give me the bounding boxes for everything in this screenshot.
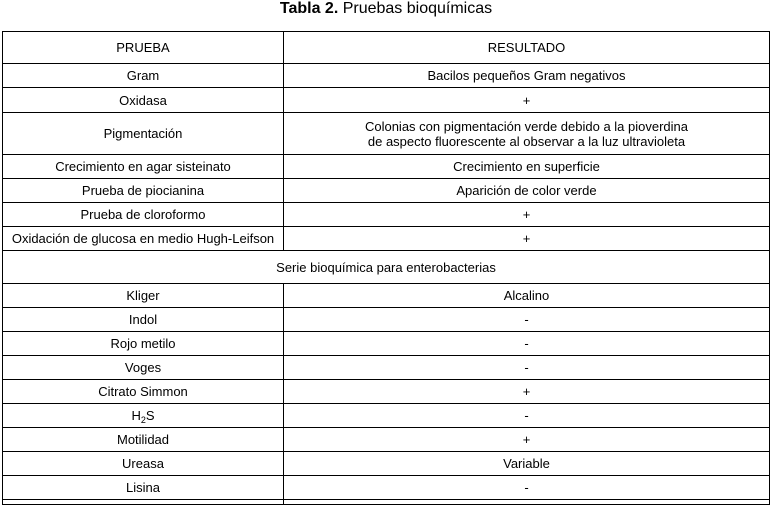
prueba-cell: Prueba de cloroformo [3, 203, 284, 227]
resultado-cell: Variable [284, 452, 770, 476]
formula-subscript: 2 [140, 415, 146, 425]
table-row [3, 428, 770, 452]
table-row [3, 155, 770, 179]
table-row [3, 404, 770, 428]
resultado-cell: + [284, 428, 770, 452]
prueba-cell [3, 404, 284, 428]
prueba-cell: Oxidasa [3, 88, 284, 113]
prueba-cell: Ureasa [3, 452, 284, 476]
prueba-cell: Pigmentación [3, 113, 284, 155]
resultado-cell: - [284, 308, 770, 332]
table-row [3, 64, 770, 88]
header-row [3, 32, 770, 64]
biochemical-tests-table [2, 31, 770, 505]
resultado-cell: - [284, 356, 770, 380]
resultado-cell: Aparición de color verde [284, 179, 770, 203]
prueba-cell: Crecimiento en agar sisteinato [3, 155, 284, 179]
header-prueba: PRUEBA [3, 32, 284, 64]
prueba-cell: Kliger [3, 284, 284, 308]
resultado-cell: Crecimiento en superficie [284, 155, 770, 179]
table-title-text: Pruebas bioquímicas [338, 0, 493, 17]
prueba-cell: Gram [3, 64, 284, 88]
table-row [3, 179, 770, 203]
table-row [3, 308, 770, 332]
prueba-cell: Prueba de piocianina [3, 179, 284, 203]
resultado-cell: - [284, 404, 770, 428]
formula-s: S [145, 408, 155, 423]
prueba-cell: Citrato Simmon [3, 380, 284, 404]
prueba-cell: Indol [3, 308, 284, 332]
table-title-label: Tabla 2. [279, 0, 339, 17]
table-row [3, 380, 770, 404]
resultado-cell: Bacilos pequeños Gram negativos [284, 64, 770, 88]
formula-h: H [131, 408, 141, 423]
table-title [0, 0, 772, 18]
section-heading: Serie bioquímica para enterobacterias [3, 251, 770, 284]
resultado-cell: + [284, 203, 770, 227]
resultado-cell: + [284, 380, 770, 404]
table-row [3, 113, 770, 155]
prueba-cell: Rojo metilo [3, 332, 284, 356]
resultado-cell: Colonias con pigmentación verde debido a la pioverdina de aspecto fluorescente al observar a la luz ultravioleta [284, 113, 770, 155]
prueba-cell: Voges [3, 356, 284, 380]
section-row [3, 251, 770, 284]
table-row [3, 452, 770, 476]
table-row [3, 88, 770, 113]
prueba-cell: Motilidad [3, 428, 284, 452]
resultado-cell: - [284, 476, 770, 500]
table-row [3, 476, 770, 500]
prueba-cell: Oxidación de glucosa en medio Hugh-Leifson [3, 227, 284, 251]
table-tail-row [3, 500, 770, 505]
table-row [3, 227, 770, 251]
resultado-cell: Alcalino [284, 284, 770, 308]
table-row [3, 356, 770, 380]
table-row [3, 332, 770, 356]
header-resultado: RESULTADO [284, 32, 770, 64]
tail-cell [284, 500, 770, 505]
table-row [3, 203, 770, 227]
prueba-cell: Lisina [3, 476, 284, 500]
tail-cell [3, 500, 284, 505]
resultado-cell: + [284, 227, 770, 251]
resultado-cell: + [284, 88, 770, 113]
table-row [3, 284, 770, 308]
resultado-cell: - [284, 332, 770, 356]
